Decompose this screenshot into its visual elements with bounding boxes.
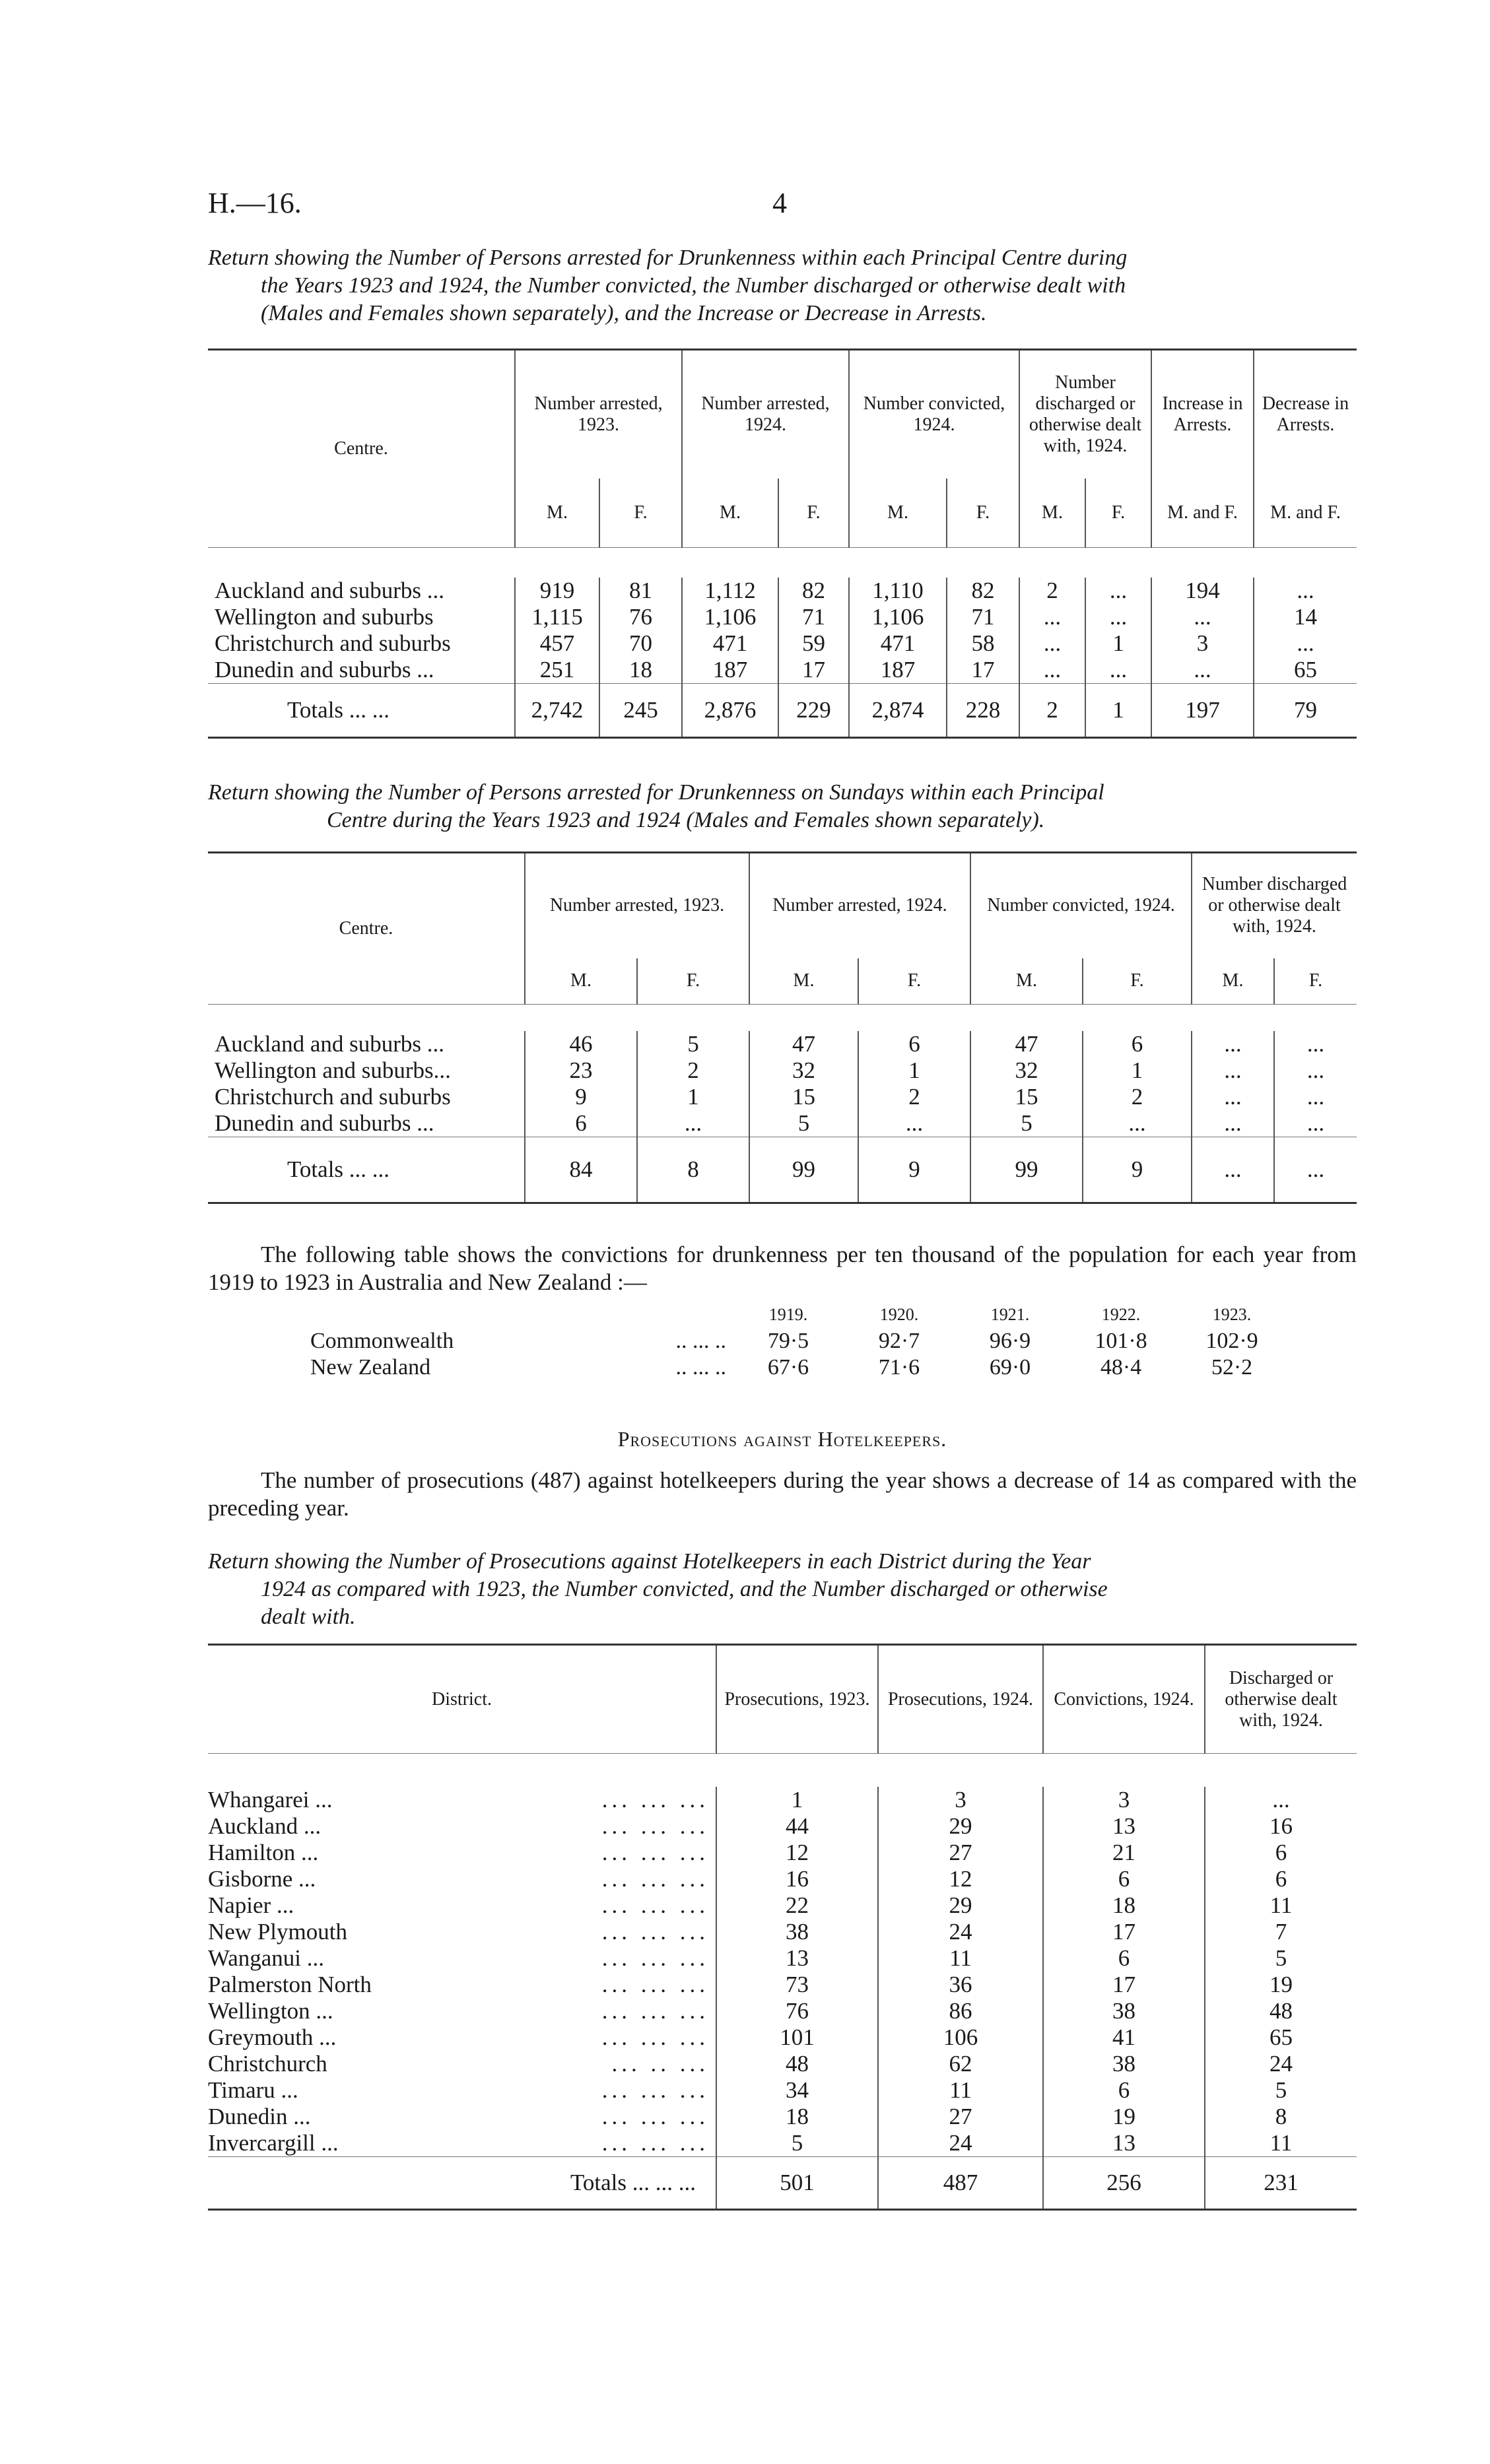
table-row: Auckland ... ... ... ... 44 29 13 16 xyxy=(208,1813,1357,1840)
table-row: Dunedin ... ... ... ... 18 27 19 8 xyxy=(208,2104,1357,2130)
table-row: Wanganui ... ... ... ... 13 11 6 5 xyxy=(208,1945,1357,1972)
totals-row: Totals ... ... ... 501 487 256 231 xyxy=(208,2156,1357,2209)
col-header-discharged-1924: Number discharged or otherwise dealt with, 1924. xyxy=(1192,853,1357,958)
table-convictions-per-10000 xyxy=(310,1302,1287,1381)
col-header-decrease: Decrease in Arrests. xyxy=(1254,350,1357,479)
sub-f: F. xyxy=(1085,479,1151,548)
sub-f: F. xyxy=(599,479,682,548)
table-row: Greymouth ... ... ... ... 101 106 41 65 xyxy=(208,2024,1357,2051)
col-header-district: District. xyxy=(432,1688,492,1710)
table2-caption: Return showing the Number of Persons arrested for Drunkenness on Sundays within each Principal Centre during the Years 1923 and 1924 (Males and Females shown separately). xyxy=(208,780,1104,832)
col-header-convicted-1924: Number convicted, 1924. xyxy=(849,350,1019,479)
col-header-centre: Centre. xyxy=(339,918,393,939)
table-row: Palmerston North ... ... ... 73 36 17 19 xyxy=(208,1972,1357,1998)
table-row: Wellington ... ... ... ... 76 86 38 48 xyxy=(208,1998,1357,2024)
prosecutions-paragraph: The number of prosecutions (487) against hotelkeepers during the year shows a decrease of 14 as compared with the preceding year. xyxy=(208,1467,1357,1521)
sub-f: F. xyxy=(947,479,1019,548)
col-header-convicted-1924: Number convicted, 1924. xyxy=(970,853,1192,958)
year-header: 1920. xyxy=(879,1305,919,1324)
col-header-convictions-1924: Convictions, 1924. xyxy=(1043,1645,1205,1754)
sub-mf: M. and F. xyxy=(1151,479,1254,548)
totals-row: Totals ... ... 84 8 99 9 99 9 ... ... xyxy=(208,1137,1357,1203)
table-row: Hamilton ... ... ... ... 12 27 21 6 xyxy=(208,1840,1357,1866)
col-header-prosecutions-1923: Prosecutions, 1923. xyxy=(716,1645,878,1754)
table-row: Invercargill ... ... ... ... 5 24 13 11 xyxy=(208,2130,1357,2157)
col-header-centre: Centre. xyxy=(334,438,388,459)
table-row: New Plymouth ... ... ... 38 24 17 7 xyxy=(208,1919,1357,1945)
col-header-discharged-1924: Number discharged or otherwise dealt with, 1924. xyxy=(1019,350,1151,479)
sub-f: F. xyxy=(1274,958,1357,1005)
table-row: Wellington and suburbs... 23 2 32 1 32 1 ... ... xyxy=(208,1057,1357,1084)
col-header-increase: Increase in Arrests. xyxy=(1151,350,1254,479)
sub-m: M. xyxy=(749,958,858,1005)
table-row: Christchurch and suburbs 9 1 15 2 15 2 ... ... xyxy=(208,1084,1357,1110)
table-row: Dunedin and suburbs ... 251 18 187 17 187 17 ... ... ... 65 xyxy=(208,657,1357,684)
table3-caption: Return showing the Number of Prosecutions against Hotelkeepers in each District during the Year 1924 as compared with 1923, the Number convicted, and the Number discharged or otherwise dealt with. xyxy=(208,1549,1108,1629)
sub-m: M. xyxy=(515,479,599,548)
table-row: Auckland and suburbs ... 46 5 47 6 47 6 ... ... xyxy=(208,1031,1357,1057)
col-header-arrested-1924: Number arrested, 1924. xyxy=(682,350,849,479)
year-header: 1921. xyxy=(990,1305,1030,1324)
table-row: Gisborne ... ... ... ... 16 12 6 6 xyxy=(208,1866,1357,1892)
col-header-discharged-1924: Discharged or otherwise dealt with, 1924. xyxy=(1205,1645,1357,1754)
sub-m: M. xyxy=(525,958,637,1005)
year-header: 1923. xyxy=(1212,1305,1252,1324)
page-number: 4 xyxy=(772,187,787,219)
year-header: 1919. xyxy=(768,1305,808,1324)
table-row: Auckland and suburbs ... 919 81 1,112 82 1,110 82 2 ... 194 ... xyxy=(208,578,1357,604)
sub-m: M. xyxy=(682,479,778,548)
table-row: New Zealand .. ... .. 67·6 71·6 69·0 48·4 52·2 xyxy=(310,1355,1253,1380)
table-hotelkeeper-prosecutions xyxy=(208,1644,1357,2211)
sub-f: F. xyxy=(637,958,749,1005)
sub-m: M. xyxy=(849,479,947,548)
table1-caption: Return showing the Number of Persons arrested for Drunkenness within each Principal Centre during the Years 1923 and 1924, the Number convicted, the Number discharged or otherwise dealt with (Males and Females shown separately), and the Increase or Decrease in Arrests. xyxy=(208,246,1128,325)
year-header: 1922. xyxy=(1101,1305,1141,1324)
col-header-arrested-1923: Number arrested, 1923. xyxy=(515,350,682,479)
table-row: Wellington and suburbs 1,115 76 1,106 71 1,106 71 ... ... ... 14 xyxy=(208,604,1357,630)
table-row: Christchurch ... .. ... 48 62 38 24 xyxy=(208,2051,1357,2077)
sub-mf: M. and F. xyxy=(1254,479,1357,548)
table-sunday-arrests xyxy=(208,851,1357,1204)
table-row: Dunedin and suburbs ... 6 ... 5 ... 5 ... ... ... xyxy=(208,1110,1357,1137)
table-arrests-by-centre xyxy=(208,349,1357,739)
totals-row: Totals ... ... 2,742 245 2,876 229 2,874 228 2 1 197 79 xyxy=(208,683,1357,737)
section-heading: Prosecutions against Hotelkeepers. xyxy=(617,1427,947,1451)
sub-f: F. xyxy=(858,958,970,1005)
col-header-arrested-1923: Number arrested, 1923. xyxy=(525,853,749,958)
sub-f: F. xyxy=(1083,958,1192,1005)
table-row: Commonwealth .. ... .. 79·5 92·7 96·9 101·8 102·9 xyxy=(310,1329,1258,1353)
sub-f: F. xyxy=(778,479,849,548)
col-header-arrested-1924: Number arrested, 1924. xyxy=(749,853,970,958)
col-header-prosecutions-1924: Prosecutions, 1924. xyxy=(878,1645,1043,1754)
table-row: Christchurch and suburbs 457 70 471 59 471 58 ... 1 3 ... xyxy=(208,630,1357,657)
sub-m: M. xyxy=(1192,958,1274,1005)
document-reference: H.—16. xyxy=(208,187,302,219)
sub-m: M. xyxy=(1019,479,1085,548)
table-row: Whangarei ... ... ... ... 1 3 3 ... xyxy=(208,1787,1357,1813)
sub-m: M. xyxy=(970,958,1083,1005)
table-row: Timaru ... ... ... ... 34 11 6 5 xyxy=(208,2077,1357,2104)
convictions-paragraph: The following table shows the convictions for drunkenness per ten thousand of the population for each year from 1919 to 1923 in Australia and New Zealand :— xyxy=(208,1242,1357,1295)
table-row: Napier ... ... ... ... 22 29 18 11 xyxy=(208,1892,1357,1919)
